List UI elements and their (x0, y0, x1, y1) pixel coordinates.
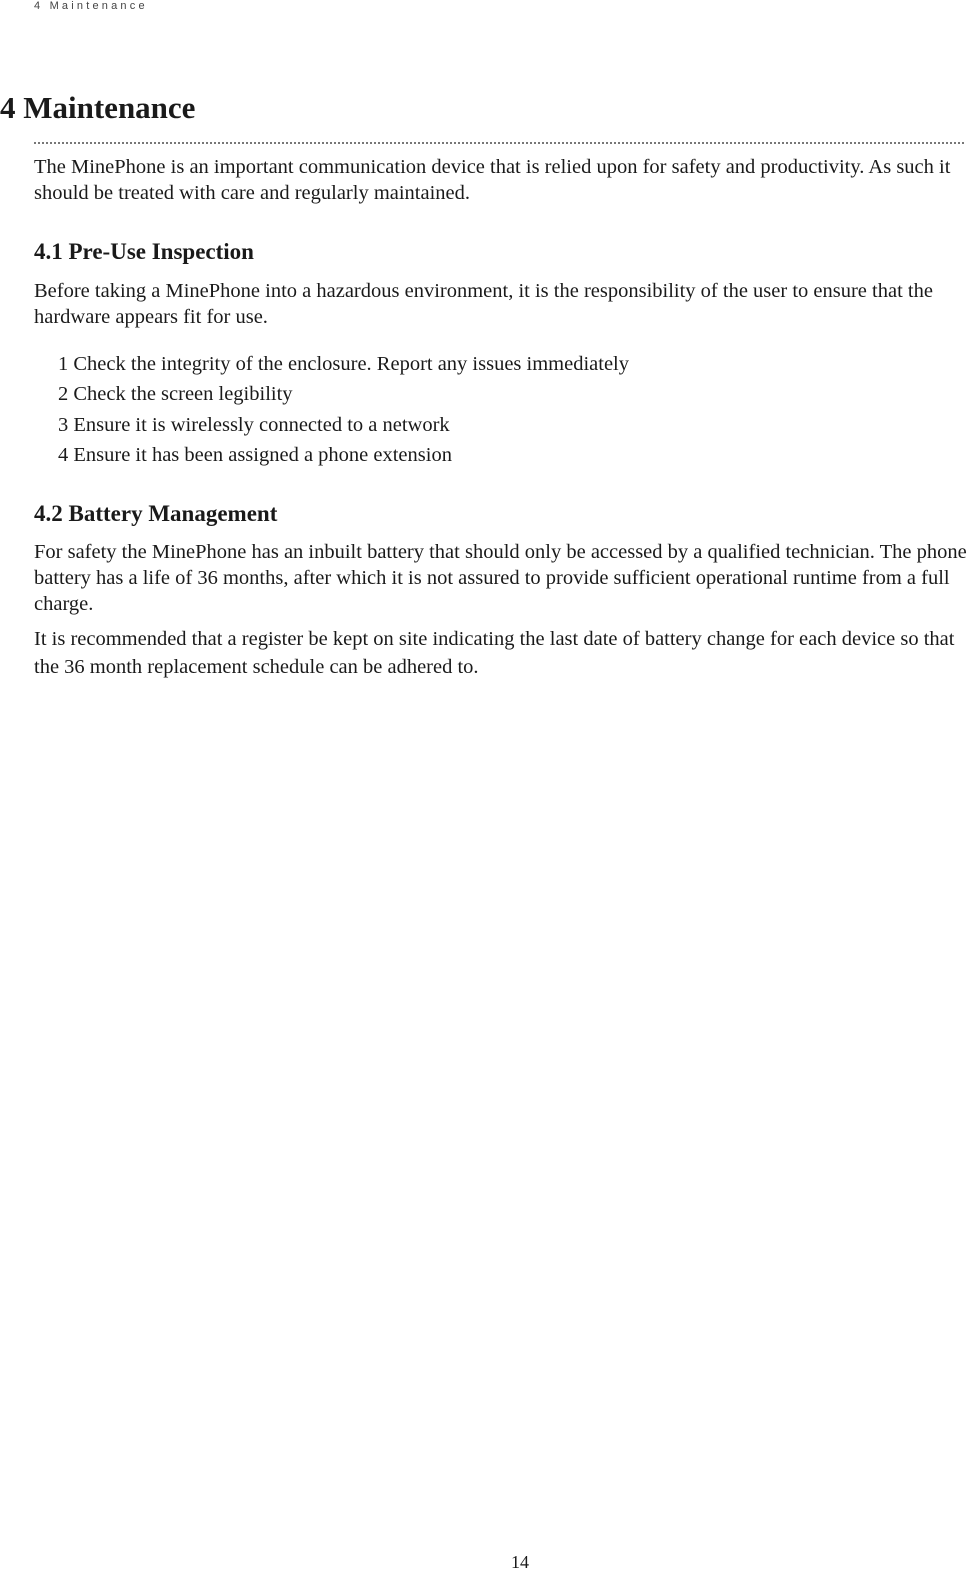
dotted-divider (34, 142, 964, 144)
battery-register-paragraph: It is recommended that a register be kept on site indicating the last date of battery change for each device so that the 36 month replacement schedule can be adhered to. (34, 628, 955, 678)
page-number: 14 (511, 1552, 529, 1572)
chapter-intro: The MinePhone is an important communication device that is relied upon for safety and productivity. As such it should be treated with care and regularly maintained. (34, 156, 951, 204)
inspection-step: 2 Check the screen legibility (58, 383, 293, 406)
inspection-step: 3 Ensure it is wirelessly connected to a network (58, 413, 450, 436)
pre-use-intro-paragraph: Before taking a MinePhone into a hazardous environment, it is the responsibility of the user to ensure that the hardware appears fit for use. (34, 280, 933, 328)
inspection-steps-list (58, 349, 629, 470)
battery-safety-paragraph: For safety the MinePhone has an inbuilt battery that should only be accessed by a qualified technician. The phone battery has a life of 36 months, after which it is not assured to provide sufficient operational runtime from a full charge. (34, 541, 967, 615)
inspection-step: 4 Ensure it has been assigned a phone extension (58, 443, 452, 466)
running-header: 4 Maintenance (34, 0, 148, 12)
chapter-title: 4 Maintenance (0, 90, 196, 125)
section-heading-battery-management: 4.2 Battery Management (34, 501, 278, 526)
section-heading-pre-use-inspection: 4.1 Pre-Use Inspection (34, 239, 254, 264)
inspection-step: 1 Check the integrity of the enclosure. Report any issues immediately (58, 353, 630, 375)
